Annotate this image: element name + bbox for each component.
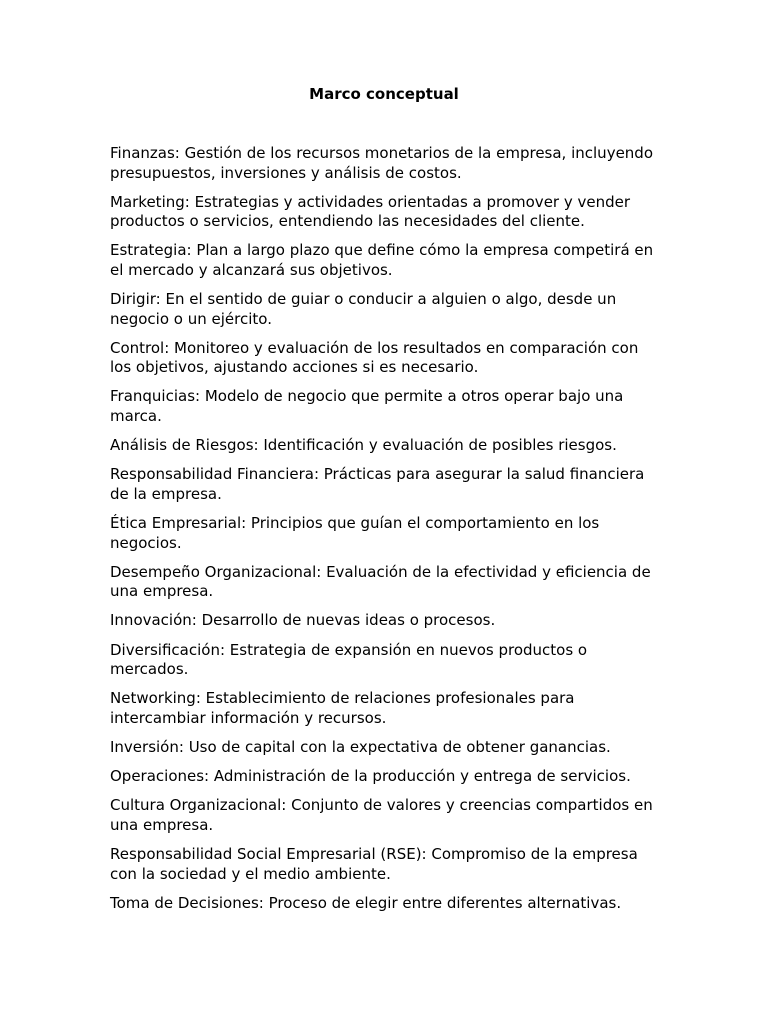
definition-entry: Operaciones: Administración de la producción y entrega de servicios. — [110, 767, 631, 786]
definition-entry: Franquicias: Modelo de negocio que permite a otros operar bajo una marca. — [110, 387, 624, 425]
definition-entry: Responsabilidad Financiera: Prácticas para asegurar la salud financiera de la empresa. — [110, 465, 645, 503]
definition-entry: Finanzas: Gestión de los recursos monetarios de la empresa, incluyendo presupuestos, inversiones y análisis de costos. — [110, 144, 654, 182]
definition-entry: Responsabilidad Social Empresarial (RSE): Compromiso de la empresa con la sociedad y el medio ambiente. — [110, 845, 638, 883]
document-title: Marco conceptual — [309, 85, 459, 103]
definition-entry: Diversificación: Estrategia de expansión en nuevos productos o mercados. — [110, 640, 588, 679]
definition-entry: Toma de Decisiones: Proceso de elegir entre diferentes alternativas. — [110, 893, 622, 912]
definition-entry: Control: Monitoreo y evaluación de los resultados en comparación con los objetivos, ajustando acciones si es necesario. — [110, 338, 639, 377]
definition-entry: Networking: Establecimiento de relaciones profesionales para intercambiar información y recursos. — [110, 689, 575, 727]
definition-entry: Marketing: Estrategias y actividades orientadas a promover y vender productos o servicios, entendiendo las necesidades del cliente. — [110, 192, 631, 231]
definition-list — [110, 144, 660, 923]
definition-entry: Dirigir: En el sentido de guiar o conducir a alguien o algo, desde un negocio o un ejército. — [110, 290, 617, 328]
definition-entry: Desempeño Organizacional: Evaluación de la efectividad y eficiencia de una empresa. — [110, 562, 651, 601]
definition-entry: Ética Empresarial: Principios que guían el comportamiento en los negocios. — [110, 514, 600, 552]
definition-entry: Inversión: Uso de capital con la expectativa de obtener ganancias. — [110, 737, 611, 756]
definition-entry: Estrategia: Plan a largo plazo que define cómo la empresa competirá en el mercado y alcanzará sus objetivos. — [110, 241, 654, 279]
definition-entry: Cultura Organizacional: Conjunto de valores y creencias compartidos en una empresa. — [110, 796, 653, 834]
definition-entry: Análisis de Riesgos: Identificación y evaluación de posibles riesgos. — [110, 436, 617, 455]
definition-entry: Innovación: Desarrollo de nuevas ideas o procesos. — [110, 611, 496, 630]
